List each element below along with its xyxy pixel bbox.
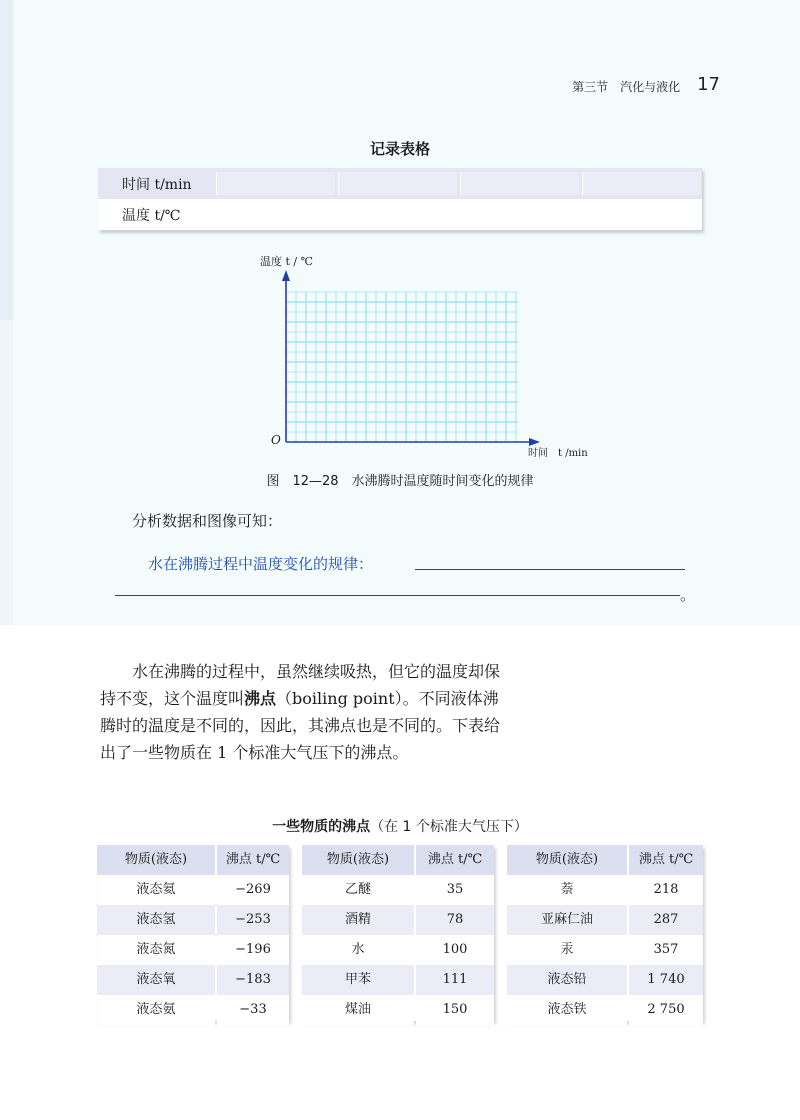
figure-caption: 图 12—28 水沸腾时温度随时间变化的规律 bbox=[266, 474, 534, 489]
value-cell: −196 bbox=[217, 935, 289, 965]
value-cell: 287 bbox=[629, 905, 703, 935]
record-row-label: 时间 t/min bbox=[122, 177, 192, 193]
record-table bbox=[98, 168, 702, 230]
column-header: 沸点 t/℃ bbox=[629, 845, 703, 875]
substance-cell: 液态氦 bbox=[97, 875, 215, 905]
record-row-label: 温度 t/℃ bbox=[122, 208, 181, 224]
value-cell: 35 bbox=[416, 875, 494, 905]
substance-cell: 亚麻仁油 bbox=[507, 905, 627, 935]
substance-cell: 液态铁 bbox=[507, 995, 627, 1025]
page-number: 17 bbox=[697, 74, 720, 95]
value-cell: 2 750 bbox=[629, 995, 703, 1025]
column-header: 物质(液态) bbox=[97, 845, 215, 875]
record-cell[interactable] bbox=[338, 172, 457, 195]
value-cell: −253 bbox=[217, 905, 289, 935]
x-axis-arrow bbox=[529, 438, 540, 446]
boiling-point-table bbox=[97, 845, 703, 1025]
column-header: 物质(液态) bbox=[302, 845, 414, 875]
y-axis-label: 温度 t / ℃ bbox=[260, 255, 313, 268]
substance-cell: 液态铅 bbox=[507, 965, 627, 995]
value-cell: 357 bbox=[629, 935, 703, 965]
boiling-table-title-note: （在 1 个标准大气压下） bbox=[370, 819, 528, 835]
answer-blank-line[interactable] bbox=[415, 569, 685, 570]
value-cell: 78 bbox=[416, 905, 494, 935]
graph-grid bbox=[286, 292, 518, 442]
record-cell[interactable] bbox=[582, 172, 701, 195]
value-cell: 150 bbox=[416, 995, 494, 1025]
substance-cell: 液态氮 bbox=[97, 935, 215, 965]
x-axis-label: 时间 t /min bbox=[528, 448, 588, 459]
column-header: 沸点 t/℃ bbox=[416, 845, 494, 875]
analysis-question: 水在沸腾过程中温度变化的规律： bbox=[148, 555, 374, 573]
substance-cell: 液态氧 bbox=[97, 965, 215, 995]
value-cell: 100 bbox=[416, 935, 494, 965]
substance-cell: 煤油 bbox=[302, 995, 414, 1025]
temperature-time-graph bbox=[250, 250, 590, 465]
substance-cell: 酒精 bbox=[302, 905, 414, 935]
value-cell: 1 740 bbox=[629, 965, 703, 995]
record-cell[interactable] bbox=[216, 172, 335, 195]
record-row-temperature bbox=[98, 199, 702, 230]
substance-cell: 甲苯 bbox=[302, 965, 414, 995]
page-edge-strip bbox=[0, 0, 13, 320]
value-cell: −33 bbox=[217, 995, 289, 1025]
value-cell: 111 bbox=[416, 965, 494, 995]
record-row-time bbox=[98, 168, 702, 199]
answer-end-mark: 。 bbox=[680, 586, 696, 604]
boiling-group bbox=[97, 845, 289, 1021]
substance-cell: 汞 bbox=[507, 935, 627, 965]
paragraph-text: （boiling point）。不同液体沸腾时的温度是不同的，因此，其沸点也是不同的。下表给出了一些物质在 1 个标准大气压下的沸点。 bbox=[100, 689, 501, 762]
boiling-group bbox=[302, 845, 494, 1021]
boiling-group bbox=[507, 845, 703, 1021]
answer-blank-line[interactable] bbox=[115, 595, 680, 596]
value-cell: −183 bbox=[217, 965, 289, 995]
substance-cell: 乙醚 bbox=[302, 875, 414, 905]
origin-label: O bbox=[271, 433, 281, 447]
boiling-table-title-main: 一些物质的沸点 bbox=[272, 819, 371, 835]
body-paragraph bbox=[100, 658, 510, 766]
column-header: 物质(液态) bbox=[507, 845, 627, 875]
value-cell: 218 bbox=[629, 875, 703, 905]
paragraph-text: 水在沸腾的过程中，虽然继续吸热，但它的温度却保持不变，这个温度叫 bbox=[100, 662, 501, 708]
section-title: 第三节 汽化与液化 bbox=[572, 80, 681, 94]
record-cell[interactable] bbox=[460, 172, 579, 195]
term-boiling-point: 沸点 bbox=[244, 689, 277, 708]
substance-cell: 水 bbox=[302, 935, 414, 965]
record-table-title: 记录表格 bbox=[369, 140, 430, 158]
substance-cell: 液态氨 bbox=[97, 995, 215, 1025]
y-axis-arrow bbox=[282, 270, 290, 281]
column-header: 沸点 t/℃ bbox=[217, 845, 289, 875]
substance-cell: 液态氢 bbox=[97, 905, 215, 935]
analysis-intro: 分析数据和图像可知： bbox=[132, 512, 283, 530]
substance-cell: 萘 bbox=[507, 875, 627, 905]
boiling-table-title bbox=[0, 816, 800, 836]
value-cell: −269 bbox=[217, 875, 289, 905]
